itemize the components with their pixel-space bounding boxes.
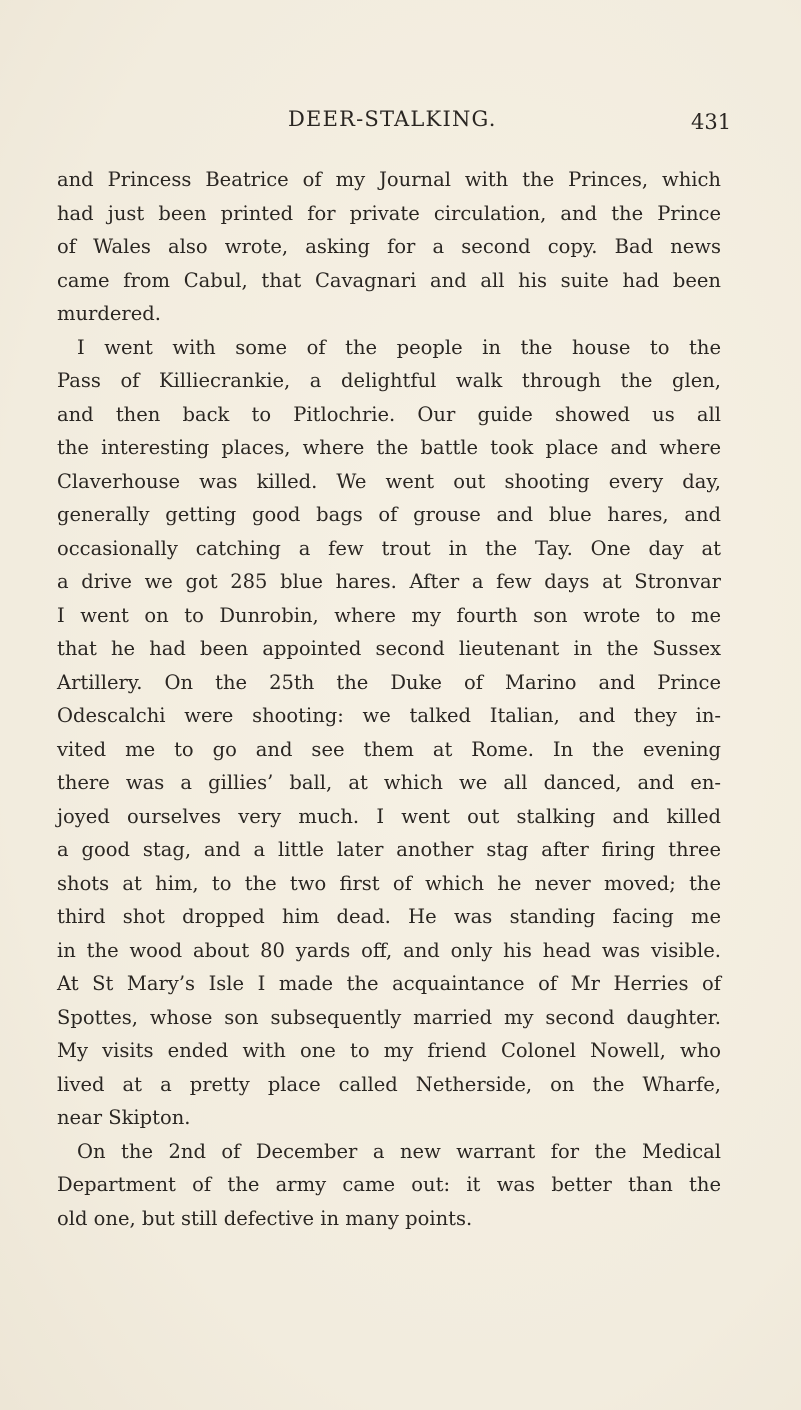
text-line: the interesting places, where the battle took place and where <box>57 436 721 459</box>
text-line: shots at him, to the two first of which he never moved; the <box>57 871 721 895</box>
text-line: Pass of Killiecrankie, a delightful walk through the glen, <box>57 369 721 392</box>
text-line: and Princess Beatrice of my Journal with the Princes, which <box>57 168 721 191</box>
text-line: in the wood about 80 yards off, and only his head was visible. <box>57 938 721 962</box>
body-text <box>57 163 721 1235</box>
text-line: I went on to Dunrobin, where my fourth son wrote to me <box>57 603 721 627</box>
text-line: generally getting good bags of grouse and blue hares, and <box>57 503 721 526</box>
text-line: lived at a pretty place called Netherside, on the Wharfe, <box>57 1072 721 1096</box>
text-line: Department of the army came out: it was better than the <box>57 1173 721 1196</box>
text-line: near Skipton. <box>57 1106 191 1129</box>
text-line: My visits ended with one to my friend Colonel Nowell, who <box>57 1039 721 1062</box>
text-line: At St Mary’s Isle I made the acquaintance of Mr Herries of <box>57 972 721 995</box>
text-line: third shot dropped him dead. He was standing facing me <box>57 905 721 928</box>
text-line: a good stag, and a little later another stag after firing three <box>57 838 721 861</box>
text-line: Spottes, whose son subsequently married my second daughter. <box>57 1005 721 1029</box>
text-line: and then back to Pitlochrie. Our guide showed us all <box>57 402 721 426</box>
text-line: old one, but still defective in many points. <box>57 1206 473 1230</box>
page-number: 431 <box>691 110 732 134</box>
text-line: had just been printed for private circulation, and the Prince <box>57 201 721 225</box>
running-title: DEER-STALKING. <box>288 107 497 131</box>
text-line: On the 2nd of December a new warrant for the Medical <box>77 1139 721 1163</box>
text-line: joyed ourselves very much. I went out stalking and killed <box>57 804 721 828</box>
text-line: of Wales also wrote, asking for a second copy. Bad news <box>57 235 721 258</box>
text-line: Artillery. On the 25th the Duke of Marino and Prince <box>57 670 721 694</box>
text-line: I went with some of the people in the house to the <box>77 335 721 359</box>
text-line: Claverhouse was killed. We went out shooting every day, <box>57 469 721 493</box>
text-line: occasionally catching a few trout in the Tay. One day at <box>57 536 721 560</box>
text-line: a drive we got 285 blue hares. After a few days at Stronvar <box>57 570 721 593</box>
text-line: came from Cabul, that Cavagnari and all his suite had been <box>57 268 721 292</box>
text-line: vited me to go and see them at Rome. In the evening <box>57 737 721 761</box>
running-head <box>0 107 801 137</box>
text-line: Odescalchi were shooting: we talked Italian, and they in- <box>57 704 721 727</box>
text-line: that he had been appointed second lieutenant in the Sussex <box>57 637 721 660</box>
text-line: there was a gillies’ ball, at which we all danced, and en- <box>57 771 721 794</box>
text-line: murdered. <box>57 302 161 325</box>
